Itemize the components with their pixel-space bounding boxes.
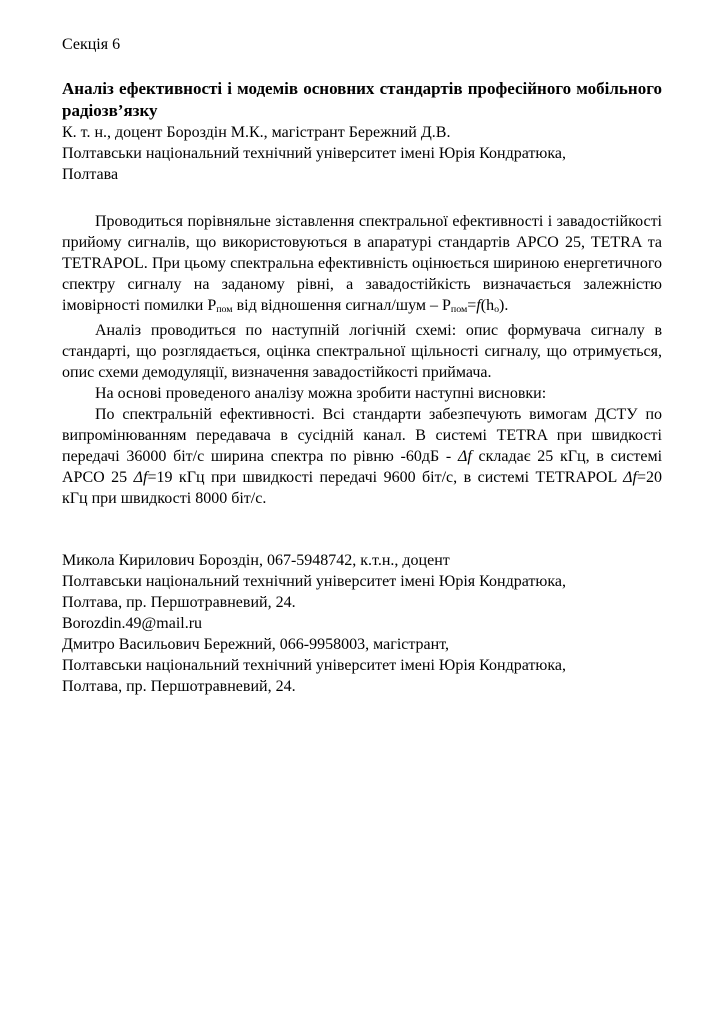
section-label: Секція 6 (62, 36, 121, 53)
contact-author1-email: Borozdin.49@mail.ru (62, 615, 203, 633)
abstract-body (62, 211, 662, 509)
document-title: Аналіз ефективності і модемів основних стандартів професійного мобільного радіозв’язку (62, 79, 662, 120)
contact-author1-affiliation: Полтавськи національний технічний університет імені Юрія Кондратюка, (62, 573, 566, 591)
affiliation-line: Полтавськи національний технічний університет імені Юрія Кондратюка, (62, 145, 566, 162)
contact-author2-name: Дмитро Васильович Бережний, 066-9958003, магістрант, (62, 636, 449, 654)
paragraph-conclusions: По спектральній ефективності. Всі стандарти забезпечують вимогам ДСТУ по випромінюванням передавача в сусідній канал. В системі TETRA при швидкості передачі 36000 біт/с ширина спектра по рівню -60дБ - Δf складає 25 кГц, в системі APCO 25 Δf=19 кГц при швидкості передачі 9600 біт/с, в системі TETRAPOL Δf=20 кГц при швидкості 8000 біт/с. (62, 406, 663, 508)
contact-author2-affiliation: Полтавськи національний технічний університет імені Юрія Кондратюка, (62, 657, 566, 675)
contact-author1-name: Микола Кирилович Бороздін, 067-5948742, к.т.н., доцент (62, 552, 450, 570)
contact-block (62, 550, 662, 697)
paragraph-overview: Проводиться порівняльне зіставлення спектральної ефективності і завадостійкості прийому сигналів, що використовуються в апаратурі стандартів APCO 25, TETRA та TETRAPOL. При цьому спектральна ефективність оцінюється шириною енергетичного спектру сигналу на заданому рівні, а завадостійкість визначається залежністю імовірності помилки Рпом від відношення сигнал/шум – Рпом=f(hо). (62, 213, 662, 316)
paragraph-method: Аналіз проводиться по наступній логічній схемі: опис формувача сигналу в стандарті, що розглядається, оцінка спектральної щільності сигналу, що отримується, опис схеми демодуляції, визначення завадостійкості приймача. (62, 322, 662, 382)
contact-author2-address: Полтава, пр. Першотравневий, 24. (62, 678, 296, 696)
authors-line: К. т. н., доцент Бороздін М.К., магістрант Бережний Д.В. (62, 124, 451, 141)
affiliation-city: Полтава (62, 166, 119, 183)
contact-author1-address: Полтава, пр. Першотравневий, 24. (62, 594, 296, 612)
paragraph-conclusions-intro: На основі проведеного аналізу можна зробити наступні висновки: (95, 385, 547, 403)
